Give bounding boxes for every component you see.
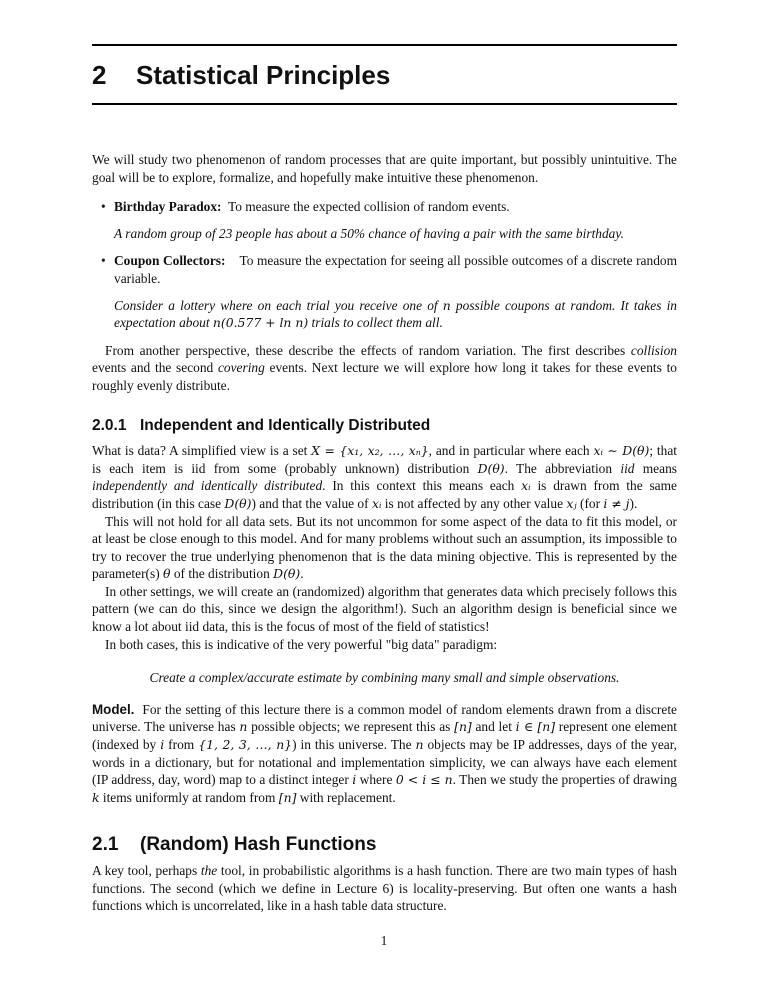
chapter-title	[92, 46, 677, 103]
hash-paragraph	[92, 862, 677, 915]
chapter-heading	[92, 44, 677, 105]
emphasis-text: iid	[620, 460, 635, 476]
text-run: In other settings, we will create an (randomized) algorithm that generates data which precisely follows this pattern (we can do this, since we design the algorithm!). Such an algorithm design is beneficial since we know a lot about iid data, this is the focus of most of the field of statistics!	[92, 583, 677, 635]
iid-paragraph	[92, 583, 677, 636]
math-expression: {1, 2, 3, …, n}	[198, 737, 293, 753]
text-run: items uniformly at random from	[99, 789, 279, 805]
math-expression: xⱼ	[566, 495, 577, 511]
math-expression: n	[415, 737, 424, 753]
text-run: . Then we study the properties of drawing	[452, 772, 677, 788]
bottom-rule	[92, 103, 677, 105]
text-run: means	[634, 460, 677, 476]
text-run: This will not hold for all data sets. But its not uncommon for some aspect of the data to fit this model, or at least be close enough to this model. And for many problems without such an assumption, its impossible to try to recover the true underlying phenomenon that is the data mining objective. This is represented by the parameter(s)	[92, 513, 677, 582]
math-expression: k	[92, 789, 100, 805]
text-run: Consider a lottery where on each trial you receive one of	[114, 297, 443, 313]
math-expression: n(0.577 + ln n)	[212, 315, 309, 331]
text-run: and let	[471, 719, 516, 735]
bullet-icon: •	[101, 199, 106, 215]
emphasis-text: independently and identically distributed	[92, 478, 323, 494]
chapter-number: 2	[92, 60, 107, 90]
text-run: where	[356, 772, 396, 788]
emphasis-text: covering	[217, 360, 265, 376]
text-run: with replacement.	[296, 789, 396, 805]
model-label: Model.	[92, 701, 135, 717]
math-expression: [n]	[454, 719, 472, 735]
document-page	[92, 0, 677, 915]
math-expression: i ∈ [n]	[515, 719, 556, 735]
item-label: Birthday Paradox:	[114, 199, 222, 215]
list-item-birthday	[92, 198, 677, 242]
math-expression: θ	[163, 566, 171, 582]
page-number: 1	[380, 933, 388, 948]
math-expression: xᵢ ∼ D(θ)	[593, 443, 650, 459]
math-expression: D(θ)	[224, 495, 252, 511]
item-note	[114, 297, 677, 332]
text-run: events and the second	[92, 360, 218, 376]
text-run: ).	[629, 495, 638, 511]
phenomena-list	[92, 198, 677, 332]
math-expression: i	[352, 772, 357, 788]
subsection-heading	[92, 417, 677, 435]
text-run: is drawn from the same distribution (in this case	[92, 478, 677, 511]
bullet-icon: •	[101, 253, 106, 269]
math-expression: X = {x₁, x₂, …, xₙ}	[311, 443, 429, 459]
text-run: possible objects; we represent this as	[247, 719, 455, 735]
text-run: tool, in probabilistic algorithms is a hash function. There are two main types of hash functions. The second (which we define in Lecture 6) is locality-preserving. But often one wants a hash functions which is uncorrelated, like in a hash table data structure.	[92, 863, 677, 914]
text-run: .	[300, 566, 304, 582]
model-body	[92, 702, 677, 805]
emphasis-text: collision	[630, 342, 677, 358]
text-run: In both cases, this is indicative of the very powerful "big data" paradigm:	[105, 636, 498, 652]
text-run: events. Next lecture we will explore how long it takes for these events to roughly evenly distribute.	[92, 360, 677, 393]
iid-paragraph	[92, 442, 677, 512]
text-run: possible coupons at random. It takes in expectation about	[114, 297, 677, 331]
emphasis-text: the	[200, 863, 218, 878]
section-title: (Random) Hash Functions	[140, 834, 377, 856]
item-text: To measure the expectation for seeing all possible outcomes of a discrete random variable.	[114, 253, 677, 286]
text-run: trials to collect them all.	[308, 315, 443, 331]
text-run: , and in particular where each	[428, 443, 594, 459]
text-run: represent one element (indexed by	[92, 719, 677, 753]
text-run: We will study two phenomenon of random processes that are quite important, but possibly unintuitive. The goal will be to explore, formalize, and hopefully make intuitive these phenomenon.	[92, 152, 677, 185]
text-run: is not affected by any other value	[381, 495, 567, 511]
math-expression: [n]	[278, 789, 297, 805]
math-expression: xᵢ	[521, 478, 531, 494]
math-expression: i	[160, 737, 165, 753]
math-expression: 0 < i ≤ n	[395, 772, 453, 788]
math-expression: i ≠ j	[603, 495, 630, 511]
math-expression: n	[442, 297, 451, 313]
text-run: ) and that the value of	[251, 495, 372, 511]
math-expression: n	[239, 719, 248, 735]
chapter-title-text: Statistical Principles	[136, 60, 391, 90]
subsection-number: 2.0.1	[92, 416, 127, 434]
iid-paragraph	[92, 636, 677, 654]
item-label: Coupon Collectors:	[114, 253, 226, 269]
paradigm-quote: Create a complex/accurate estimate by combining many small and simple observations.	[149, 670, 620, 686]
text-run: A random group of 23 people has about a 50% chance of having a pair with the same birthday.	[114, 225, 624, 241]
text-run: from	[164, 737, 199, 753]
section-number: 2.1	[92, 834, 119, 856]
model-paragraph	[92, 701, 677, 807]
intro-paragraph	[92, 151, 677, 186]
section-heading	[92, 836, 677, 854]
text-run: . In this context this means each	[322, 478, 522, 494]
subsection-title: Independent and Identically Distributed	[140, 416, 431, 434]
text-run: objects may be IP addresses, days of the year, words in a dictionary, but for notational and implementation simplicity, we can always have each element (IP address, day, word) map to a distinct integer	[92, 737, 677, 788]
text-run: (for	[576, 495, 604, 511]
text-run: ) in this universe. The	[292, 737, 416, 753]
text-run: . The abbreviation	[504, 460, 621, 476]
iid-paragraph	[92, 513, 677, 583]
perspective-paragraph	[92, 342, 677, 395]
list-item-coupon	[92, 252, 677, 331]
text-run: of the distribution	[170, 566, 274, 582]
item-note	[114, 225, 677, 243]
math-expression: xᵢ	[371, 495, 382, 511]
text-run: A key tool, perhaps	[92, 863, 201, 878]
item-text: To measure the expected collision of random events.	[227, 199, 510, 215]
text-run: ; that is each item is iid from some (probably unknown) distribution	[92, 443, 677, 476]
math-expression: D(θ)	[273, 566, 301, 582]
text-run: From another perspective, these describe the effects of random variation. The first describes	[105, 342, 631, 358]
text-run: For the setting of this lecture there is a common model of random elements drawn from a discrete universe. The universe has	[92, 701, 677, 735]
text-run: What is data? A simplified view is a set	[92, 443, 312, 459]
math-expression: D(θ)	[477, 460, 505, 476]
